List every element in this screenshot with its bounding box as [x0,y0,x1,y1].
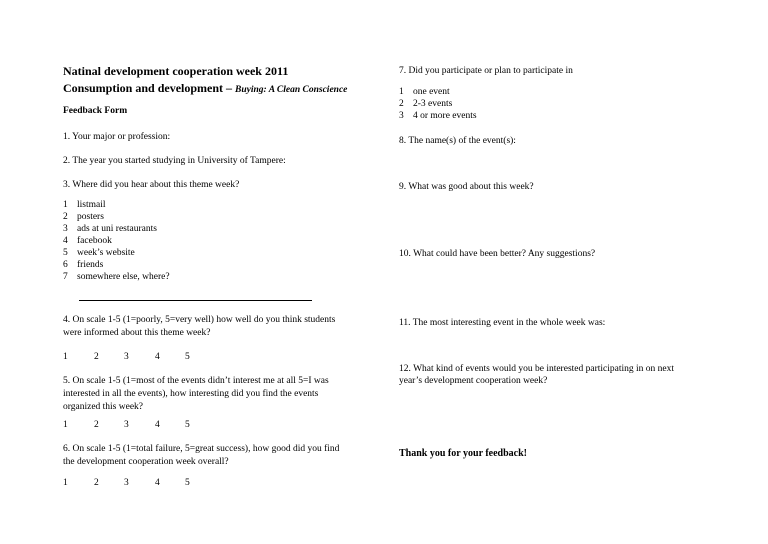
thank-you-note: Thank you for your feedback! [399,448,527,459]
scale-option[interactable]: 1 [63,352,68,362]
option-item[interactable] [63,200,106,211]
option-number: 1 [399,87,404,97]
option-number: 7 [63,272,68,282]
option-item[interactable] [399,99,452,110]
option-label: somewhere else, where? [77,272,170,282]
scale-option[interactable]: 2 [94,478,99,488]
option-label: week’s website [77,248,135,258]
scale-option[interactable]: 4 [155,352,160,362]
question-6-scale [0,478,400,490]
option-number: 3 [63,224,68,234]
option-label: one event [413,87,450,97]
form-title: Natinal development cooperation week 2011 [63,64,289,78]
option-number: 6 [63,260,68,270]
question-10: 10. What could have been better? Any suggestions? [399,249,596,259]
question-9: 9. What was good about this week? [399,182,534,192]
option-number: 3 [399,111,404,121]
question-5-scale [0,420,400,432]
option-label: listmail [77,200,106,210]
scale-option[interactable]: 4 [155,420,160,430]
option-label: ads at uni restaurants [77,224,157,234]
scale-option[interactable]: 2 [94,352,99,362]
question-4-scale [0,352,400,364]
question-5-line2: interested in all the events), how interesting did you find the events [63,389,319,399]
scale-option[interactable]: 5 [185,352,190,362]
scale-option[interactable]: 1 [63,420,68,430]
option-label: friends [77,260,104,270]
question-5-line3: organized this week? [63,402,144,412]
subtitle-main: Consumption and development – [63,81,233,95]
option-number: 2 [399,99,404,109]
answer-line [79,300,312,301]
question-12-line2: year’s development cooperation week? [399,376,548,386]
subtitle-theme: Buying: A Clean Conscience [235,85,348,95]
option-label: facebook [77,236,112,246]
option-item[interactable] [63,272,170,283]
scale-option[interactable]: 3 [124,478,129,488]
option-label: posters [77,212,104,222]
option-number: 2 [63,212,68,222]
question-11: 11. The most interesting event in the whole week was: [399,318,606,328]
option-number: 4 [63,236,68,246]
feedback-form-label: Feedback Form [63,106,128,116]
option-number: 1 [63,200,68,210]
question-2: 2. The year you started studying in University of Tampere: [63,156,286,166]
option-item[interactable] [63,260,103,271]
scale-option[interactable]: 2 [94,420,99,430]
option-item[interactable] [399,111,477,122]
question-7: 7. Did you participate or plan to participate in [399,66,573,76]
scale-option[interactable]: 3 [124,352,129,362]
question-6-line1: 6. On scale 1-5 (1=total failure, 5=great success), how good did you find [63,444,340,454]
scale-option[interactable]: 1 [63,478,68,488]
scale-option[interactable]: 4 [155,478,160,488]
question-1: 1. Your major or profession: [63,132,171,142]
question-12-line1: 12. What kind of events would you be interested participating in on next [399,364,674,374]
scale-option[interactable]: 5 [185,478,190,488]
option-item[interactable] [63,248,135,259]
option-item[interactable] [63,212,104,223]
option-label: 2-3 events [413,99,453,109]
scale-option[interactable]: 3 [124,420,129,430]
question-5-line1: 5. On scale 1-5 (1=most of the events didn’t interest me at all 5=I was [63,376,329,386]
option-item[interactable] [63,236,112,247]
option-item[interactable] [63,224,157,235]
form-subtitle [63,81,347,97]
question-3: 3. Where did you hear about this theme week? [63,180,240,190]
option-item[interactable] [399,87,450,98]
option-label: 4 or more events [413,111,477,121]
question-8: 8. The name(s) of the event(s): [399,136,516,146]
question-6-line2: the development cooperation week overall? [63,457,229,467]
option-number: 5 [63,248,68,258]
scale-option[interactable]: 5 [185,420,190,430]
question-4-line2: were informed about this theme week? [63,328,211,338]
question-4-line1: 4. On scale 1-5 (1=poorly, 5=very well) how well do you think students [63,315,336,325]
